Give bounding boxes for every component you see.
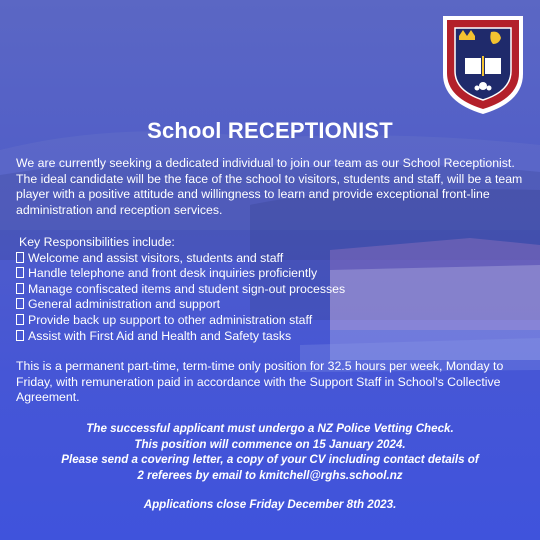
notice-line: The successful applicant must undergo a NZ Police Vetting Check. [86,422,454,435]
checkbox-bullet-icon [16,252,24,263]
school-crest-icon [441,14,525,116]
list-item [16,297,528,313]
list-item [16,329,528,345]
list-item [16,251,528,267]
list-item [16,282,528,298]
closing-date: Applications close Friday December 8th 2023. [143,498,397,511]
list-item-text: Provide back up support to other administration staff [28,312,313,327]
list-item [16,266,528,282]
list-item [16,313,528,329]
responsibilities-list [16,251,528,345]
intro-paragraph: We are currently seeking a dedicated individual to join our team as our School Receptionist. The ideal candidate will be the face of the school to visitors, students and staff, will be a team player with a positive attitude and willingness to learn and provide exceptional front-line administration and reception services. [16,156,523,217]
checkbox-bullet-icon [16,330,24,341]
application-notice [0,421,540,483]
notice-line: This position will commence on 15 January 2024. [134,437,406,451]
checkbox-bullet-icon [16,267,24,278]
list-item-text: General administration and support [28,297,221,312]
checkbox-bullet-icon [16,283,24,294]
list-item-text: Handle telephone and front desk inquiries proficiently [28,266,318,281]
notice-line: Please send a covering letter, a copy of your CV including contact details of [61,453,479,467]
page-title: School RECEPTIONIST [147,118,393,143]
responsibilities-section [16,235,528,344]
list-item-text: Manage confiscated items and student sign-out processes [28,281,346,296]
checkbox-bullet-icon [16,314,24,325]
checkbox-bullet-icon [16,298,24,309]
list-item-text: Welcome and assist visitors, students and staff [28,250,284,265]
list-item-text: Assist with First Aid and Health and Safety tasks [28,328,292,343]
responsibilities-heading: Key Responsibilities include: [19,235,175,249]
terms-paragraph: This is a permanent part-time, term-time only position for 32.5 hours per week, Monday to Friday, with remuneration paid in accordance with the Support Staff in School's Collective Agreement. [16,359,504,405]
notice-line: 2 referees by email to kmitchell@rghs.school.nz [137,468,403,482]
